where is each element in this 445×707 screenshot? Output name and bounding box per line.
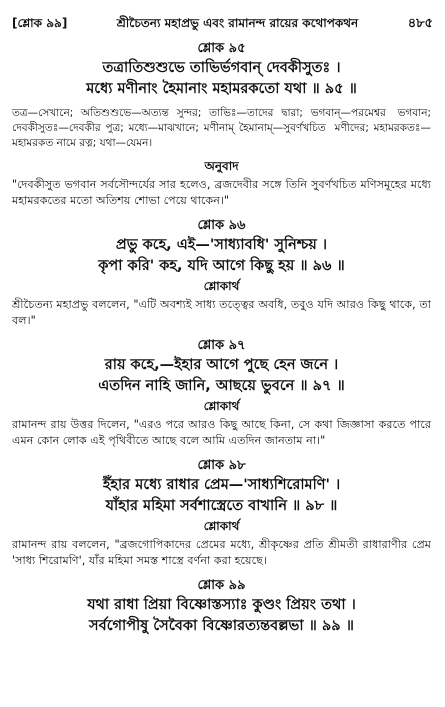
verse-line: প্রভু কহে, এই—'সাধ্যাবধি' সুনিশ্চয় । [115,237,328,253]
translation-line: করতে পারে এমন কোন লোক এই পৃথিবীতে আছে বলে আমি এতদিন জানতাম না।" [12,418,432,447]
translation [12,297,431,329]
running-title: শ্রীচৈতন্য মহাপ্রভু এবং রামানন্দ রায়ের কথোপকথন [116,16,359,30]
verse-line: ইঁহার মধ্যে রাধার প্রেম—'সাধ্যশিরোমণি' । [102,477,341,493]
verse-line: রায় কহে,—ইহার আগে পুছে হেন জনে । [104,357,339,373]
shloka-label-99: শ্লোক ৯৯ [197,578,246,593]
page-content [12,40,431,637]
translation-line: রাধারাণীর প্রেম 'সাধ্য শিরোমণি', যাঁর মহিমা সমস্ত শাস্ত্রে বর্ণনা করা হয়েছে। [12,538,432,567]
header-verse-ref: [শ্লোক ৯৯] [12,16,68,30]
page-header [12,14,433,35]
word-meaning [12,106,431,151]
shloka-label-97: শ্লোক ৯৭ [197,338,246,353]
verse-line: কৃপা করি' কহ, যদি আগে কিছু হয় ॥ ৯৬ ॥ [98,258,345,274]
shloka-label-98: শ্লোক ৯৮ [197,458,246,473]
shloka-label-96: শ্লোক ৯৬ [197,218,246,233]
translation [12,417,431,449]
translation-line: থাকে, তা বল।" [12,298,432,327]
word-meaning-line: ভগবান; দেবকীসুতঃ—দেবকীর পুত্র; মধ্যে—মাঝখানে; মণীনাম্ হৈমানাম্—সুবর্ণখচিত [12,107,431,134]
shloka-label-95: শ্লোক ৯৫ [197,41,246,56]
verse-line: যথা রাধা প্রিয়া বিষ্ণোস্তস্যাঃ কুণ্ডং প্রিয়ং তথা । [87,597,356,613]
verse-line: এতদিন নাহি জানি, আছয়ে ভুবনে ॥ ৯৭ ॥ [98,378,345,394]
translation-line: শ্রীচৈতন্য মহাপ্রভু বললেন, "এটি অবশ্যই সাধ্য তত্ত্বের অবধি, তবুও যদি আরও কিছু [12,298,386,311]
translation-line: রামানন্দ রায় বললেন, "ব্রজগোপিকাদের প্রেমের মধ্যে, শ্রীকৃষ্ণের প্রতি শ্রীমতী [12,538,358,551]
translation [12,177,431,209]
verse-line: সর্বগোপীষু সৈবৈকা বিষ্ণোরত্যন্তবল্লভা ॥ ৯৯ ॥ [89,618,354,634]
translation-label: শ্লোকার্থ [203,399,240,413]
translation-label: শ্লোকার্থ [203,519,240,533]
translation-label: অনুবাদ [204,159,239,173]
page-number: ৪৮৫ [407,16,433,31]
word-meaning-line: তত্র—সেখানে; অতিশুশুভে—অত্যন্ত সুন্দর; তাভিঃ—তাদের দ্বারা; ভগবান্—পরমেশ্বর [12,107,386,119]
verse-line: যাঁহার মহিমা সর্বশাস্ত্রেতে বাখানি ॥ ৯৮ ॥ [105,498,338,514]
verse-line: মধ্যে মণীনাং হৈমানাং মহামরকতো যথা ॥ ৯৫ ॥ [86,81,357,97]
translation-line: রামানন্দ রায় উত্তর দিলেন, "এরও পরে আরও কিছু আছে কিনা, সে কথা জিজ্ঞাসা [12,418,375,431]
translation-line: মণিসমূহের মধ্যে মহামরকতের মতো অতিশয় শোভা পেয়ে থাকেন।" [12,178,431,207]
translation-label: শ্লোকার্থ [203,279,240,293]
translation-line: "দেবকীসুত ভগবান সর্বসৌন্দর্যের সার হলেও, ব্রজদেবীর সঙ্গে তিনি সুবর্ণখচিত [12,178,357,191]
translation [12,537,431,569]
word-meaning-line: মণীদের; মহামরকতঃ—মহামরকত নামে রত্ন; যথা—যেমন। [12,122,432,149]
verse-line: তত্রাতিশুশুভে তাভির্ভগবান্ দেবকীসুতঃ । [102,60,341,76]
